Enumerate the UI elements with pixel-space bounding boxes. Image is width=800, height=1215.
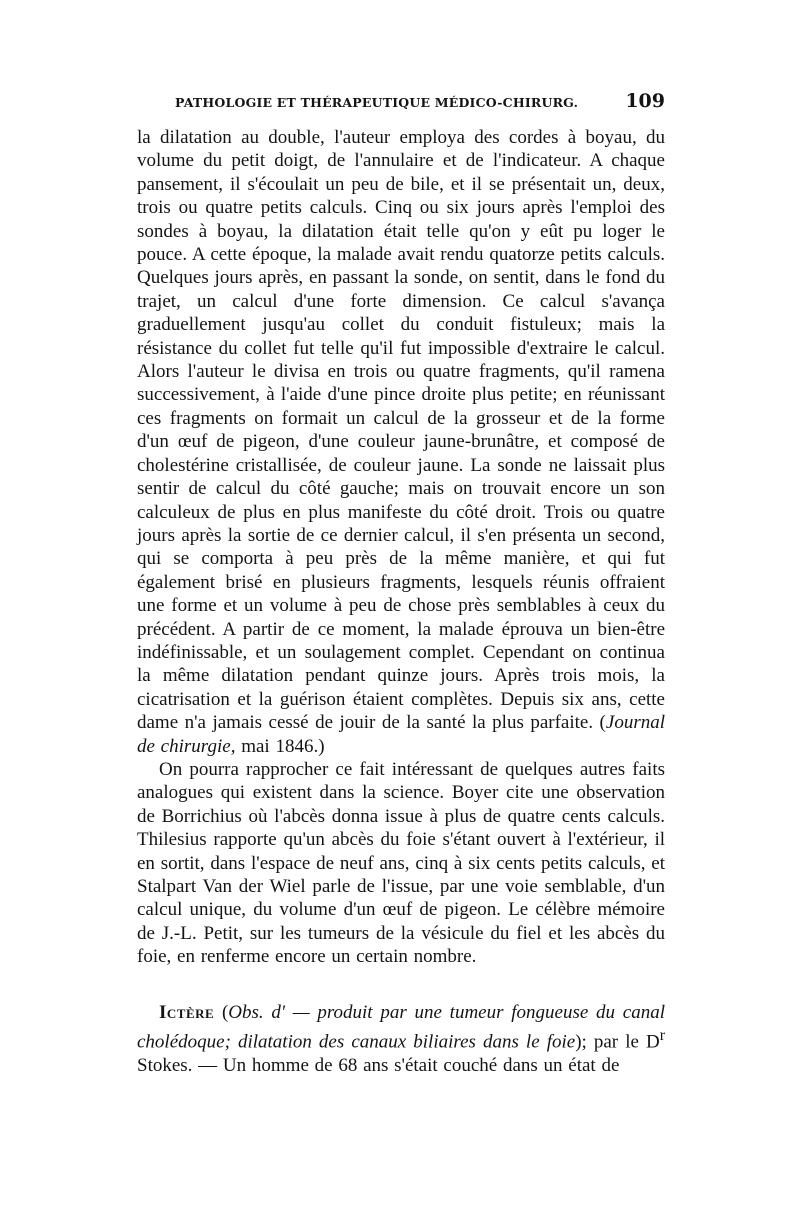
book-page [137,90,665,1077]
paragraph-analogous-cases: On pourra rapprocher ce fait intéressant de quelques autres faits analogues qui existent dans la science. Boyer cite une observation de Borrichius où l'abcès donna issue à plus de quatre cents calculs. Thilesius rapporte qu'un abcès du foie s'étant ouvert à l'extérieur, il en sortit, dans l'espace de neuf ans, cinq à six cents petits calculs, et Stalpart Van der Wiel parle de l'issue, par une voie semblable, d'un calcul unique, du volume d'un œuf de pigeon. Le célèbre mémoire de J.-L. Petit, sur les tumeurs de la vésicule du fiel et les abcès du foie, en renferme encore un certain nombre. [137,758,665,968]
citation-date: mai 1846.) [235,735,325,757]
paragraph-ictere-observation [137,1001,665,1078]
journal-citation: Journal de chirurgie, [137,712,665,757]
running-header [137,90,665,126]
author-attribution: ); par le D [575,1031,660,1053]
doctor-superscript: r [659,1027,665,1045]
paragraph-case-report [137,126,665,758]
open-paren: ( [214,1001,229,1023]
section-heading-ictere: Ictère [159,1001,215,1023]
paragraph-case-report-text: la dilatation au double, l'auteur employa des cordes à boyau, du volume du petit doigt, de l'annulaire et de l'indicateur. A chaque pansement, il s'écoulait un peu de bile, et il se présentait un, deux, trois ou quatre petits calculs. Cinq ou six jours après l'emploi des sondes à boyau, la dilatation était telle qu'on y eût pu loger le pouce. A cette époque, la malade avait rendu quatorze petits calculs. Quelques jours après, en passant la sonde, on sentit, dans le fond du trajet, un calcul d'une forte dimension. Ce calcul s'avança graduellement jusqu'au collet du conduit fistuleux; mais la résistance du collet fut telle qu'il fut impossible d'extraire le calcul. Alors l'auteur le divisa en trois ou quatre fragments, qu'il ramena successivement, à l'aide d'une pince droite plus petite; en réunissant ces fragments on formait un calcul de la grosseur et de la forme d'un œuf de pigeon, d'une couleur jaune-brunâtre, et composé de cholestérine cristallisée, de couleur jaune. La sonde ne laissait plus sentir de calcul du côté gauche; mais on trouvait encore un son calculeux de plus en plus manifeste du côté droit. Trois ou quatre jours après la sortie de ce dernier calcul, il s'en présenta un second, qui se comporta à peu près de la même manière, et qui fut également brisé en plusieurs fragments, lesquels réunis offraient une forme et un volume à peu de chose près semblables à ceux du précédent. A partir de ce moment, la malade éprouva un bien-être indéfinissable, et un soulagement complet. Cependant on continua la même dilatation pendant quinze jours. Après trois mois, la cicatrisation et la guérison étaient complètes. Depuis six ans, cette dame n'a jamais cessé de jouir de la santé la plus parfaite. ( [137,127,665,734]
observation-title: Obs. d' — produit par une tumeur fongueuse du canal cholédoque; dilatation des canaux biliaires dans le foie [137,1001,665,1053]
body-text [137,126,665,1077]
page-number: 109 [625,90,665,112]
running-title: PATHOLOGIE ET THÉRAPEUTIQUE MÉDICO-CHIRURG. [175,95,579,110]
section-gap [137,969,665,1001]
observation-text: Stokes. — Un homme de 68 ans s'était couché dans un état de [137,1054,620,1076]
